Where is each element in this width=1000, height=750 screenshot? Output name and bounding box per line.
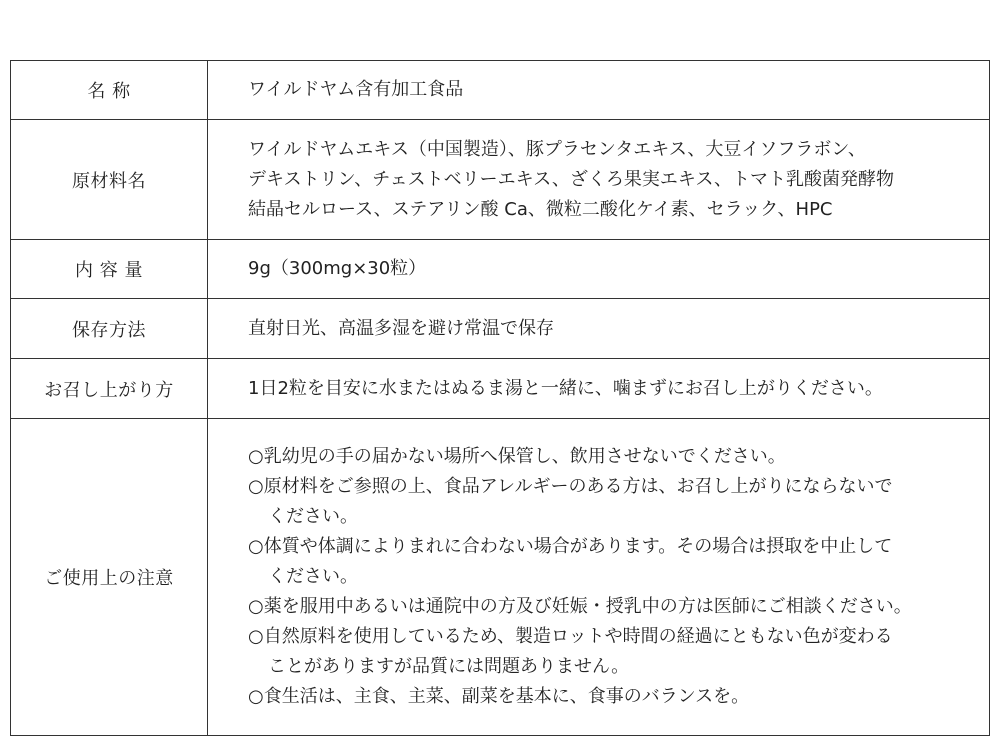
- value-line: ワイルドヤムエキス（中国製造）、豚プラセンタエキス、大豆イソフラボン、: [248, 138, 866, 160]
- caution-item: [248, 442, 981, 472]
- product-spec-table: [10, 60, 990, 736]
- row-storage: [11, 299, 990, 359]
- caution-continuation: ください。: [268, 566, 358, 587]
- value-line: 結晶セルロース、ステアリン酸 Ca、微粒二酸化ケイ素、セラック、HPC: [248, 198, 833, 220]
- caution-item: [248, 682, 981, 712]
- row-name: [11, 61, 990, 120]
- label-contents: 内 容 量: [11, 240, 208, 299]
- caution-text: ○乳幼児の手の届かない場所へ保管し、飲用させないでください。: [248, 446, 786, 467]
- value-line: 1日2粒を目安に水またはぬるま湯と一緒に、噛まずにお召し上がりください。: [248, 377, 883, 399]
- caution-text: ○体質や体調によりまれに合わない場合があります。その場合は摂取を中止して: [248, 536, 893, 557]
- caution-text: ○食生活は、主食、主菜、副菜を基本に、食事のバランスを。: [248, 686, 750, 707]
- label-name: 名 称: [11, 61, 208, 120]
- value-name: [208, 61, 990, 120]
- caution-item: [248, 532, 981, 592]
- caution-item: [248, 472, 981, 532]
- caution-text: ○原材料をご参照の上、食品アレルギーのある方は、お召し上がりにならないで: [248, 476, 893, 497]
- row-cautions: [11, 419, 990, 736]
- row-ingredients: [11, 120, 990, 240]
- value-line: 9g（300mg×30粒）: [248, 258, 427, 279]
- value-contents: [208, 240, 990, 299]
- value-line: デキストリン、チェストベリーエキス、ざくろ果実エキス、トマト乳酸菌発酵物: [248, 168, 895, 190]
- value-ingredients: [208, 120, 990, 240]
- label-usage: お召し上がり方: [11, 359, 208, 419]
- value-cautions: [208, 419, 990, 736]
- value-line: ワイルドヤム含有加工食品: [248, 79, 464, 100]
- caution-text: ○自然原料を使用しているため、製造ロットや時間の経過にともない色が変わる: [248, 626, 893, 647]
- value-usage: [208, 359, 990, 419]
- caution-item: [248, 622, 981, 682]
- value-line: 直射日光、高温多湿を避け常温で保存: [248, 317, 554, 339]
- caution-continuation: ことがありますが品質には問題ありません。: [268, 656, 630, 677]
- row-usage: [11, 359, 990, 419]
- caution-continuation: ください。: [268, 506, 358, 527]
- row-contents: [11, 240, 990, 299]
- label-cautions: ご使用上の注意: [11, 419, 208, 736]
- caution-item: [248, 592, 981, 622]
- value-storage: [208, 299, 990, 359]
- caution-text: ○薬を服用中あるいは通院中の方及び妊娠・授乳中の方は医師にご相談ください。: [248, 596, 912, 617]
- label-storage: 保存方法: [11, 299, 208, 359]
- label-ingredients: 原材料名: [11, 120, 208, 240]
